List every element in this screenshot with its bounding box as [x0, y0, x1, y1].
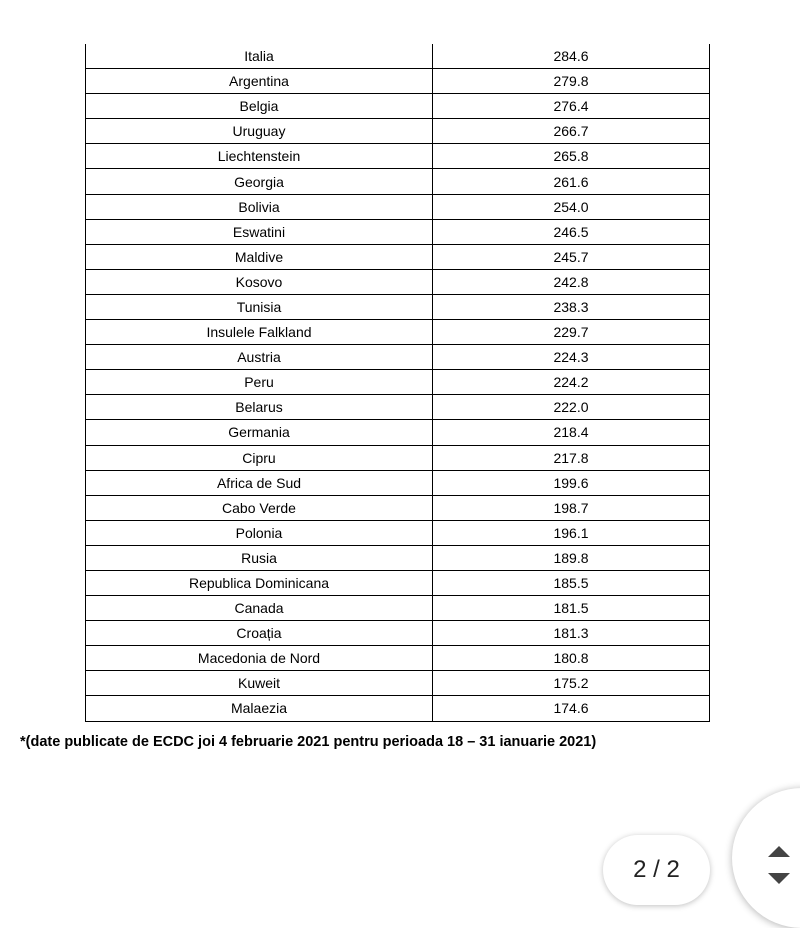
country-cell: Germania: [86, 420, 433, 445]
value-cell: 198.7: [433, 495, 710, 520]
country-cell: Georgia: [86, 169, 433, 194]
value-cell: 181.3: [433, 621, 710, 646]
value-cell: 229.7: [433, 320, 710, 345]
value-cell: 196.1: [433, 520, 710, 545]
table-row: [86, 44, 710, 69]
value-cell: 222.0: [433, 395, 710, 420]
table-row: [86, 69, 710, 94]
country-cell: Argentina: [86, 69, 433, 94]
value-cell: 218.4: [433, 420, 710, 445]
value-cell: 261.6: [433, 169, 710, 194]
footnote: *(date publicate de ECDC joi 4 februarie 2021 pentru perioada 18 – 31 ianuarie 2021): [20, 734, 597, 750]
country-cell: Eswatini: [86, 219, 433, 244]
table-row: [86, 294, 710, 319]
value-cell: 254.0: [433, 194, 710, 219]
country-cell: Peru: [86, 370, 433, 395]
table-row: [86, 144, 710, 169]
value-cell: 238.3: [433, 294, 710, 319]
country-cell: Macedonia de Nord: [86, 646, 433, 671]
country-cell: Belarus: [86, 395, 433, 420]
table-row: [86, 395, 710, 420]
value-cell: 185.5: [433, 570, 710, 595]
table-row: [86, 320, 710, 345]
value-cell: 217.8: [433, 445, 710, 470]
table-row: [86, 269, 710, 294]
table-row: [86, 194, 710, 219]
country-cell: Insulele Falkland: [86, 320, 433, 345]
page-indicator: [603, 835, 710, 905]
table-row: [86, 495, 710, 520]
table-row: [86, 545, 710, 570]
table-row: [86, 370, 710, 395]
table-row: [86, 420, 710, 445]
country-cell: Rusia: [86, 545, 433, 570]
value-cell: 266.7: [433, 119, 710, 144]
country-cell: Italia: [86, 44, 433, 69]
table-row: [86, 570, 710, 595]
table-body: [86, 44, 710, 721]
country-cell: Liechtenstein: [86, 144, 433, 169]
table-row: [86, 244, 710, 269]
table-row: [86, 219, 710, 244]
value-cell: 175.2: [433, 671, 710, 696]
country-cell: Africa de Sud: [86, 470, 433, 495]
table-row: [86, 470, 710, 495]
country-cell: Tunisia: [86, 294, 433, 319]
table-row: [86, 596, 710, 621]
table-row: [86, 119, 710, 144]
value-cell: 181.5: [433, 596, 710, 621]
value-cell: 284.6: [433, 44, 710, 69]
table-row: [86, 621, 710, 646]
table-row: [86, 345, 710, 370]
country-cell: Bolivia: [86, 194, 433, 219]
value-cell: 199.6: [433, 470, 710, 495]
table-row: [86, 94, 710, 119]
table-row: [86, 445, 710, 470]
value-cell: 265.8: [433, 144, 710, 169]
country-cell: Uruguay: [86, 119, 433, 144]
country-cell: Malaezia: [86, 696, 433, 721]
country-cell: Belgia: [86, 94, 433, 119]
country-cell: Croația: [86, 621, 433, 646]
country-cell: Canada: [86, 596, 433, 621]
value-cell: 174.6: [433, 696, 710, 721]
country-cell: Kuweit: [86, 671, 433, 696]
value-cell: 189.8: [433, 545, 710, 570]
value-cell: 224.3: [433, 345, 710, 370]
country-cell: Cabo Verde: [86, 495, 433, 520]
table-row: [86, 671, 710, 696]
value-cell: 279.8: [433, 69, 710, 94]
country-cell: Polonia: [86, 520, 433, 545]
arrow-up-icon[interactable]: [768, 846, 790, 857]
value-cell: 246.5: [433, 219, 710, 244]
table-row: [86, 696, 710, 721]
country-cell: Kosovo: [86, 269, 433, 294]
table-row: [86, 169, 710, 194]
country-cell: Cipru: [86, 445, 433, 470]
country-cell: Austria: [86, 345, 433, 370]
arrow-down-icon[interactable]: [768, 873, 790, 884]
page-navigation-control: [732, 788, 800, 928]
country-cell: Republica Dominicana: [86, 570, 433, 595]
value-cell: 242.8: [433, 269, 710, 294]
value-cell: 276.4: [433, 94, 710, 119]
value-cell: 180.8: [433, 646, 710, 671]
country-cell: Maldive: [86, 244, 433, 269]
country-incidence-table: [85, 44, 707, 722]
table-row: [86, 646, 710, 671]
page-indicator-label: 2 / 2: [633, 856, 680, 883]
table-row: [86, 520, 710, 545]
value-cell: 224.2: [433, 370, 710, 395]
value-cell: 245.7: [433, 244, 710, 269]
data-table: [85, 44, 710, 722]
